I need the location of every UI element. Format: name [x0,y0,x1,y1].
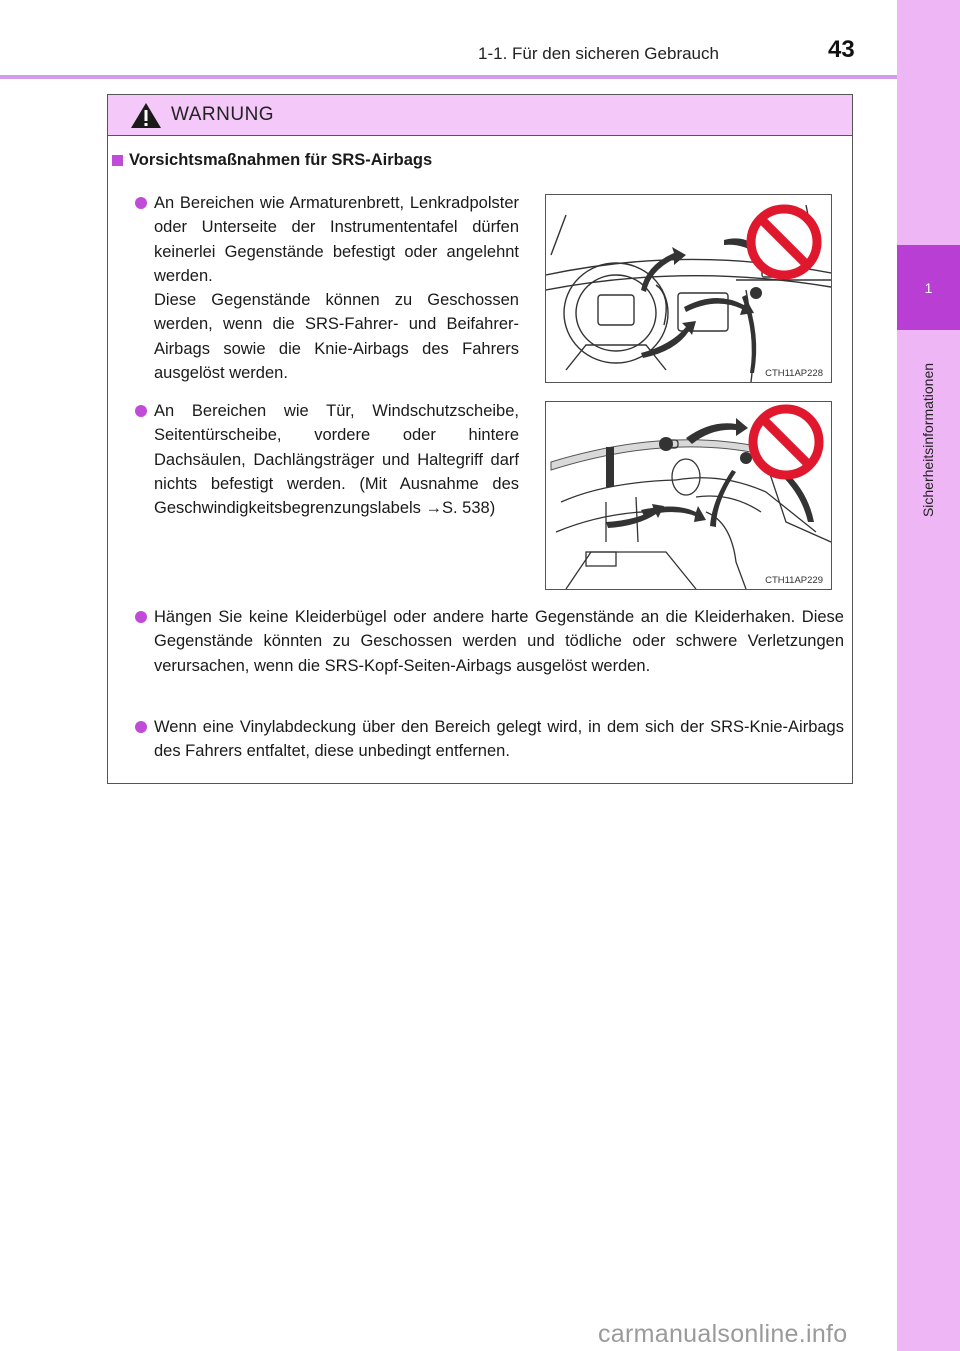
warning-header [108,95,852,136]
dashboard-drawing [546,195,831,382]
chapter-side-band [897,0,960,1351]
warning-item-text: Wenn eine Vinylabdeckung über den Bereich gelegt wird, in dem sich der SRS-Knie-Airbags des Fahrers entfaltet, diese unbedingt entfernen. [154,718,844,761]
warning-box [107,94,853,784]
page-number: 43 [828,36,855,63]
square-bullet-icon [112,155,123,166]
bullet-dot-icon [135,611,147,623]
warning-item-text: An Bereichen wie Tür, Windschutzscheibe, Seitentürscheibe, vordere oder hintere Dachsäulen, Dachlängsträger und Haltegriff darf nichts befestigt werden. (Mit Ausnahme des Geschwindigkeitsbegrenzungslabels →S. 538) [154,402,519,518]
bullet-dot-icon [135,721,147,733]
section-heading-text: Vorsichtsmaßnahmen für SRS-Airbags [129,151,433,169]
bullet-dot-icon [135,197,147,209]
watermark-link[interactable]: carmanualsonline.info [598,1320,848,1348]
warning-item [154,605,844,678]
car-interior-drawing [546,402,831,589]
header-divider [0,75,897,79]
car-interior-illustration [545,401,832,590]
warning-triangle-icon [130,102,162,129]
running-header-title: 1-1. Für den sicheren Gebrauch [478,44,719,63]
chapter-number: 1 [924,279,933,296]
chapter-tab [897,245,960,330]
warning-item [154,715,844,764]
warning-item-text: An Bereichen wie Armaturenbrett, Lenkradpolster oder Unterseite der Instrumententafel dürfen keinerlei Gegenstände befestigt oder angelehnt werden. Diese Gegenstände können zu Geschossen werden, wenn die SRS-Fahrer- und Beifahrer-Airbags sowie die Knie-Airbags des Fahrers ausgelöst werden. [154,194,519,383]
figure-code: CTH11AP229 [765,575,823,586]
dashboard-illustration [545,194,832,383]
warning-title: WARNUNG [171,104,275,125]
warning-item [154,191,519,385]
section-heading [112,151,432,170]
bullet-dot-icon [135,405,147,417]
chapter-label: Sicherheitsinformationen [920,362,936,518]
warning-item [154,399,519,520]
warning-item-text: Hängen Sie keine Kleiderbügel oder andere harte Gegenstände an die Kleiderhaken. Diese Gegenstände könnten zu Geschossen werden und tödliche oder schwere Verletzungen verursachen, wenn die SRS-Kopf-Seiten-Airbags ausgelöst werden. [154,608,844,675]
figure-code: CTH11AP228 [765,368,823,379]
